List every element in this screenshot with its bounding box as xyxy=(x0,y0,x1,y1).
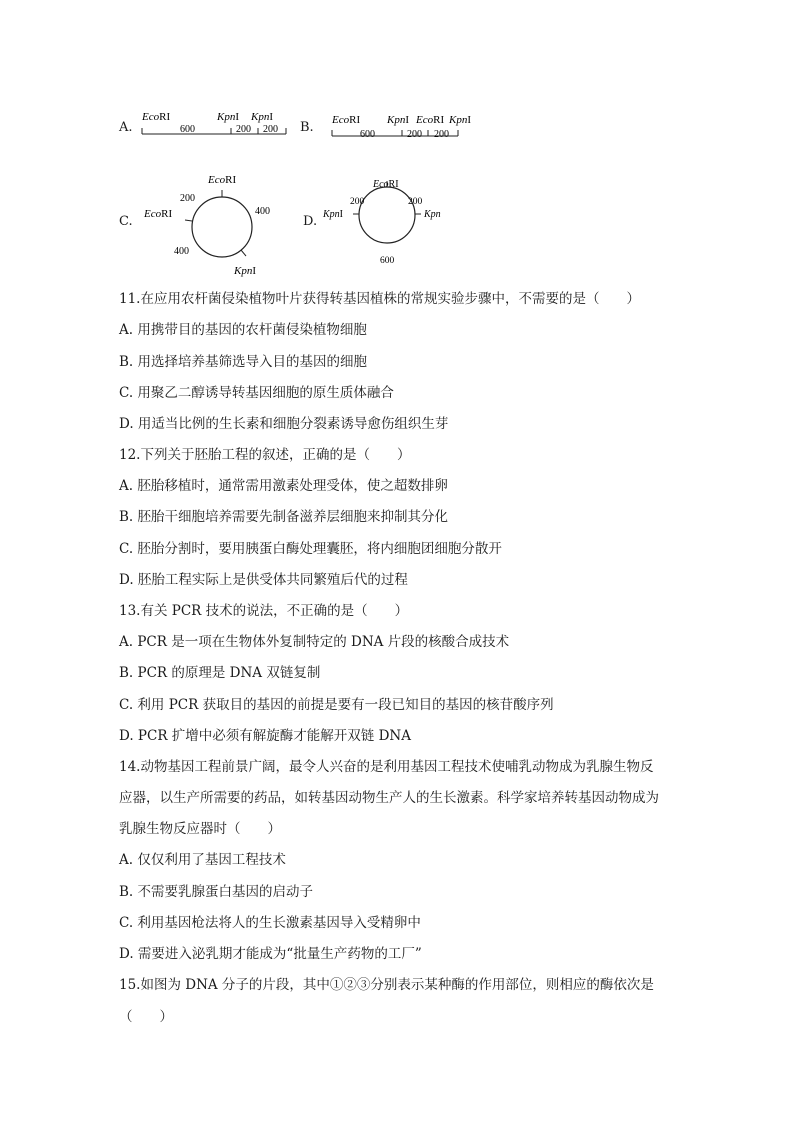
question-14-option-c: C. 利用基因枪法将人的生长激素基因导入受精卵中 xyxy=(119,915,421,931)
segment-length: 600 xyxy=(180,124,195,135)
arc-length: 400 xyxy=(174,246,189,257)
option-c-label: C. xyxy=(119,214,133,229)
arc-length: 200 xyxy=(180,193,195,204)
question-13-option-d: D. PCR 扩增中必须有解旋酶才能解开双链 DNA xyxy=(119,728,411,744)
arc-length: 200 xyxy=(350,197,365,207)
site-label-ecori: EcoRI xyxy=(142,111,171,123)
site-label-kpni: KpnI xyxy=(217,111,240,123)
question-11-option-d: D. 用适当比例的生长素和细胞分裂素诱导愈伤组织生芽 xyxy=(119,416,449,432)
question-13-option-b: B. PCR 的原理是 DNA 双链复制 xyxy=(119,665,321,681)
question-11-option-b: B. 用选择培养基筛选导入目的基因的细胞 xyxy=(119,354,368,370)
site-label-kpni: KpnI xyxy=(251,111,274,123)
site-label-kpn: Kpn xyxy=(424,209,441,220)
question-11-option-c: C. 用聚乙二醇诱导转基因细胞的原生质体融合 xyxy=(119,385,394,401)
site-tick xyxy=(185,220,192,221)
site-label-ecori: EcoRI xyxy=(208,174,237,186)
arc-length: 600 xyxy=(380,256,395,266)
question-14-stem-line-3: 乳腺生物反应器时（ ） xyxy=(119,821,281,837)
question-15-stem-line-1: 15.如图为 DNA 分子的片段，其中①②③分别表示某种酶的作用部位，则相应的酶依次是 xyxy=(119,977,654,993)
segment-length: 200 xyxy=(236,124,251,135)
site-label-ecori: EcoRI xyxy=(416,114,445,126)
question-14-option-a: A. 仅仅利用了基因工程技术 xyxy=(119,852,286,868)
option-d-label: D. xyxy=(303,214,318,229)
option-a-label: A. xyxy=(119,120,133,135)
question-12-option-d: D. 胚胎工程实际上是供受体共同繁殖后代的过程 xyxy=(119,572,408,588)
site-label-ecori: EcoRI xyxy=(373,179,399,190)
plasmid-circle xyxy=(192,197,252,257)
question-12-option-b: B. 胚胎干细胞培养需要先制备滋养层细胞来抑制其分化 xyxy=(119,509,449,525)
question-12-stem: 12.下列关于胚胎工程的叙述，正确的是（ ） xyxy=(119,447,411,463)
question-11-stem: 11.在应用农杆菌侵染植物叶片获得转基因植株的常规实验步骤中，不需要的是（ ） xyxy=(119,291,640,307)
site-label-ecori: EcoRI xyxy=(332,114,361,126)
question-13-option-a: A. PCR 是一项在生物体外复制特定的 DNA 片段的核酸合成技术 xyxy=(119,634,510,650)
plasmid-map-c xyxy=(138,168,288,280)
segment-length: 200 xyxy=(434,129,449,140)
segment-length: 200 xyxy=(263,124,278,135)
question-15-stem-line-2: （ ） xyxy=(119,1009,173,1025)
linear-map-b xyxy=(324,106,484,142)
site-label-ecori: EcoRI xyxy=(144,208,173,220)
site-label-kpni: KpnI xyxy=(449,114,472,126)
arc-length: 200 xyxy=(408,197,423,207)
segment-length: 200 xyxy=(407,129,422,140)
question-13-option-c: C. 利用 PCR 获取目的基因的前提是要有一段已知目的基因的核苷酸序列 xyxy=(119,697,554,713)
site-label-kpni: KpnI xyxy=(234,265,257,277)
question-12-option-c: C. 胚胎分割时，要用胰蛋白酶处理囊胚，将内细胞团细胞分散开 xyxy=(119,541,502,557)
question-14-option-b: B. 不需要乳腺蛋白基因的启动子 xyxy=(119,884,314,900)
question-14-stem-line-1: 14.动物基因工程前景广阔，最令人兴奋的是利用基因工程技术使哺乳动物成为乳腺生物反 xyxy=(119,759,654,775)
plasmid-map-d xyxy=(318,172,458,272)
question-13-stem: 13.有关 PCR 技术的说法，不正确的是（ ） xyxy=(119,603,409,619)
site-label-kpni: KpnI xyxy=(323,209,344,220)
arc-length: 400 xyxy=(255,206,270,217)
site-label-kpni: KpnI xyxy=(387,114,410,126)
site-tick xyxy=(241,250,246,256)
question-14-option-d: D. 需要进入泌乳期才能成为“批量生产药物的工厂” xyxy=(119,946,422,962)
option-b-label: B. xyxy=(300,120,314,135)
linear-map-a xyxy=(136,106,296,142)
question-12-option-a: A. 胚胎移植时，通常需用激素处理受体，使之超数排卵 xyxy=(119,478,448,494)
plasmid-circle xyxy=(359,187,415,243)
question-14-stem-line-2: 应器，以生产所需要的药品，如转基因动物生产人的生长激素。科学家培养转基因动物成为 xyxy=(119,790,659,806)
question-11-option-a: A. 用携带目的基因的农杆菌侵染植物细胞 xyxy=(119,322,367,338)
segment-length: 600 xyxy=(360,129,375,140)
